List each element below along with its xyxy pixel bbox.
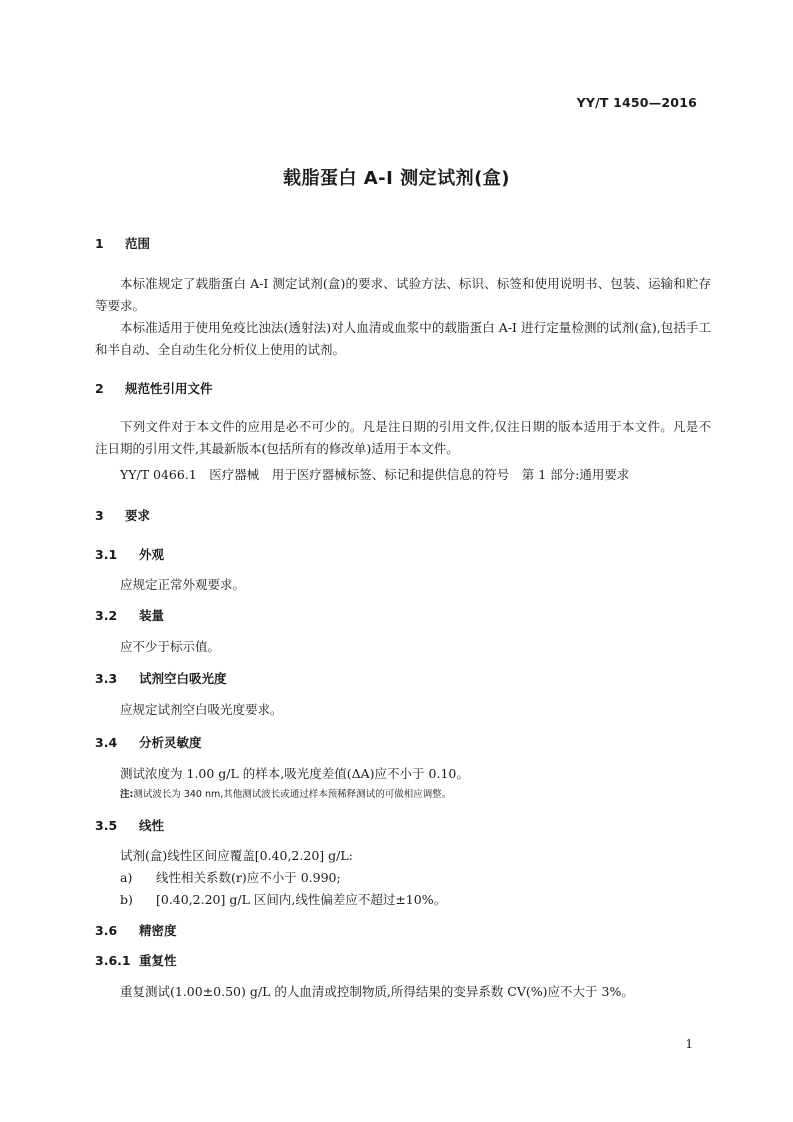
section-number: 3.1	[95, 547, 118, 562]
section-title: 装量	[139, 608, 165, 623]
note-label: 注:	[120, 789, 134, 800]
list-marker: b)	[120, 892, 133, 907]
section-3-5-text: 试剂(盒)线性区间应覆盖[0.40,2.20] g/L:	[120, 848, 353, 863]
list-item	[120, 890, 446, 908]
section-3-1-heading	[95, 545, 164, 563]
section-3-3-heading	[95, 669, 227, 687]
section-title: 精密度	[139, 923, 177, 938]
document-title: 载脂蛋白 A-I 测定试剂(盒)	[282, 168, 511, 189]
section-3-5-heading	[95, 816, 164, 834]
section-1-paragraph-1: 本标准规定了载脂蛋白 A-I 测定试剂(盒)的要求、试验方法、标识、标签和使用说明书、包装、运输和贮存等要求。	[95, 276, 711, 313]
section-title: 重复性	[139, 953, 177, 968]
section-number: 2	[95, 381, 104, 396]
section-3-1-text: 应规定正常外观要求。	[120, 577, 246, 592]
section-number: 1	[95, 236, 104, 251]
section-1-heading	[95, 234, 150, 252]
section-3-6-1-text: 重复测试(1.00±0.50) g/L 的人血清或控制物质,所得结果的变异系数 CV(%)应不大于 3%。	[120, 984, 634, 999]
section-number: 3.4	[95, 735, 118, 750]
section-2-heading	[95, 379, 213, 397]
standard-code: YY/T 1450—2016	[576, 95, 697, 110]
section-number: 3.6.1	[95, 953, 131, 968]
section-3-6-heading	[95, 921, 177, 939]
section-3-4-heading	[95, 733, 202, 751]
section-3-4-note	[120, 786, 451, 800]
section-number: 3.3	[95, 671, 118, 686]
list-marker: a)	[120, 870, 133, 885]
section-3-4-text: 测试浓度为 1.00 g/L 的样本,吸光度差值(ΔA)应不小于 0.10。	[120, 766, 469, 781]
section-number: 3	[95, 508, 104, 523]
section-3-heading	[95, 506, 150, 524]
list-item	[120, 868, 341, 886]
section-number: 3.2	[95, 608, 118, 623]
section-1-paragraph-2: 本标准适用于使用免疫比浊法(透射法)对人血清或血浆中的载脂蛋白 A-I 进行定量检测的试剂(盒),包括手工和半自动、全自动生化分析仪上使用的试剂。	[95, 320, 711, 357]
section-3-2-heading	[95, 606, 164, 624]
section-title: 分析灵敏度	[139, 735, 202, 750]
section-3-3-text: 应规定试剂空白吸光度要求。	[120, 702, 283, 717]
section-title: 范围	[125, 236, 151, 251]
page-number: 1	[685, 1037, 693, 1051]
list-item-text: [0.40,2.20] g/L 区间内,线性偏差应不超过±10%。	[156, 892, 447, 907]
section-number: 3.6	[95, 923, 118, 938]
section-2-paragraph-1: 下列文件对于本文件的应用是必不可少的。凡是注日期的引用文件,仅注日期的版本适用于本文件。凡是不注日期的引用文件,其最新版本(包括所有的修改单)适用于本文件。	[95, 419, 711, 456]
section-title: 规范性引用文件	[125, 381, 213, 396]
section-title: 要求	[125, 508, 151, 523]
section-title: 线性	[139, 818, 165, 833]
section-number: 3.5	[95, 818, 118, 833]
section-title: 外观	[139, 547, 165, 562]
note-text: 测试波长为 340 nm,其他测试波长或通过样本预稀释测试的可做相应调整。	[133, 789, 452, 800]
section-3-6-1-heading	[95, 951, 177, 969]
section-3-2-text: 应不少于标示值。	[120, 639, 221, 654]
normative-reference: YY/T 0466.1 医疗器械 用于医疗器械标签、标记和提供信息的符号 第 1 部分:通用要求	[120, 467, 630, 482]
section-title: 试剂空白吸光度	[139, 671, 227, 686]
list-item-text: 线性相关系数(r)应不小于 0.990;	[156, 870, 341, 885]
